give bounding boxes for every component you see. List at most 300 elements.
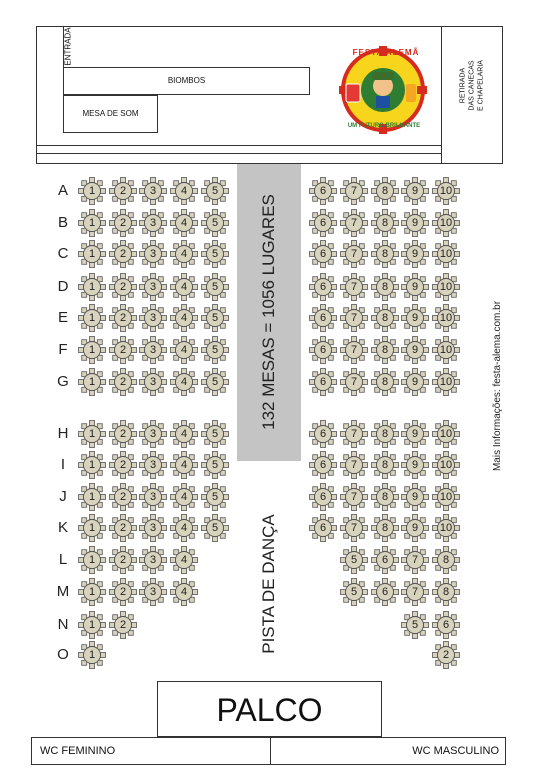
cup-return-label — [459, 46, 486, 126]
table-seat[interactable] — [170, 451, 198, 479]
table-seat[interactable] — [109, 177, 137, 205]
table-number: 10 — [439, 248, 453, 260]
table-seat[interactable] — [371, 578, 399, 606]
table-number: 8 — [381, 428, 389, 440]
table-number: 2 — [442, 649, 450, 661]
table-number: 5 — [211, 428, 219, 440]
table-seat[interactable] — [139, 273, 167, 301]
table-seat[interactable] — [432, 209, 460, 237]
table-seat[interactable] — [170, 177, 198, 205]
table-number: 3 — [149, 344, 157, 356]
stage-label: PALCO — [216, 692, 323, 728]
table-number: 4 — [180, 554, 188, 566]
table-number: 5 — [350, 554, 358, 566]
table-number: 7 — [350, 344, 358, 356]
table-seat[interactable] — [170, 304, 198, 332]
table-number: 2 — [119, 619, 127, 631]
table-seat[interactable] — [371, 240, 399, 268]
table-number: 6 — [319, 217, 327, 229]
table-number: 7 — [350, 312, 358, 324]
table-seat[interactable] — [139, 483, 167, 511]
row-label: K — [57, 519, 68, 536]
table-seat[interactable] — [432, 546, 460, 574]
table-seat[interactable] — [309, 336, 337, 364]
table-seat[interactable] — [309, 514, 337, 542]
table-number: 6 — [319, 491, 327, 503]
table-number: 2 — [119, 312, 127, 324]
table-number: 4 — [180, 491, 188, 503]
table-number: 3 — [149, 522, 157, 534]
table-number: 9 — [411, 281, 419, 293]
table-number: 2 — [119, 554, 127, 566]
table-seat[interactable] — [170, 578, 198, 606]
table-seat[interactable] — [78, 177, 106, 205]
table-number: 8 — [442, 586, 450, 598]
table-number: 6 — [319, 185, 327, 197]
table-number: 5 — [211, 376, 219, 388]
logo-top-text: FESTA ALEMÃ — [352, 48, 420, 57]
sound-desk-label: MESA DE SOM — [82, 109, 139, 118]
table-number: 9 — [411, 459, 419, 471]
table-number: 4 — [180, 217, 188, 229]
table-seat[interactable] — [432, 641, 460, 669]
table-seat[interactable] — [401, 209, 429, 237]
table-number: 3 — [149, 491, 157, 503]
table-seat[interactable] — [78, 483, 106, 511]
table-seat[interactable] — [170, 368, 198, 396]
sound-desk-box — [63, 95, 158, 133]
table-seat[interactable] — [371, 177, 399, 205]
top-divider-2 — [36, 153, 442, 154]
cup-return-line-3: E CHAPELARIA — [477, 60, 485, 111]
table-seat[interactable] — [201, 368, 229, 396]
table-seat[interactable] — [78, 240, 106, 268]
table-seat[interactable] — [401, 304, 429, 332]
table-seat[interactable] — [371, 368, 399, 396]
table-number: 8 — [381, 459, 389, 471]
table-count-banner: 132 MESAS = 1056 LUGARES — [259, 194, 278, 430]
row-label: I — [60, 456, 66, 473]
table-seat[interactable] — [139, 304, 167, 332]
table-seat[interactable] — [309, 304, 337, 332]
table-number: 8 — [381, 522, 389, 534]
biombos-box — [63, 67, 310, 95]
table-number: 2 — [119, 248, 127, 260]
table-number: 3 — [149, 459, 157, 471]
table-seat[interactable] — [109, 514, 137, 542]
table-seat[interactable] — [109, 273, 137, 301]
table-seat[interactable] — [432, 420, 460, 448]
table-number: 6 — [319, 459, 327, 471]
table-number: 7 — [350, 522, 358, 534]
table-seat[interactable] — [139, 514, 167, 542]
info-text: Mais Informações: festa-alema.com.br — [492, 300, 503, 472]
row-label: N — [57, 616, 69, 633]
table-seat[interactable] — [401, 336, 429, 364]
table-seat[interactable] — [340, 209, 368, 237]
table-number: 4 — [180, 522, 188, 534]
table-seat[interactable] — [340, 483, 368, 511]
table-seat[interactable] — [432, 514, 460, 542]
wc-female — [31, 737, 271, 765]
table-number: 1 — [88, 619, 96, 631]
table-seat[interactable] — [109, 578, 137, 606]
table-number: 5 — [211, 312, 219, 324]
table-seat[interactable] — [78, 368, 106, 396]
table-seat[interactable] — [139, 578, 167, 606]
table-seat[interactable] — [201, 420, 229, 448]
table-number: 8 — [381, 248, 389, 260]
table-number: 3 — [149, 586, 157, 598]
table-seat[interactable] — [401, 451, 429, 479]
table-number: 3 — [149, 185, 157, 197]
table-number: 6 — [442, 619, 450, 631]
table-number: 3 — [149, 248, 157, 260]
table-number: 9 — [411, 428, 419, 440]
row-label: F — [58, 341, 68, 358]
cup-return-line-1: RETIRADA — [459, 67, 467, 104]
table-number: 8 — [381, 312, 389, 324]
table-seat[interactable] — [139, 209, 167, 237]
table-seat[interactable] — [170, 514, 198, 542]
table-number: 8 — [381, 491, 389, 503]
table-seat[interactable] — [371, 546, 399, 574]
table-seat[interactable] — [309, 240, 337, 268]
wc-male-label: WC MASCULINO — [412, 745, 499, 757]
table-number: 8 — [381, 217, 389, 229]
table-number: 2 — [119, 491, 127, 503]
table-number: 8 — [381, 281, 389, 293]
table-seat[interactable] — [109, 209, 137, 237]
wc-male — [270, 737, 506, 765]
table-seat[interactable] — [371, 304, 399, 332]
table-number: 7 — [411, 554, 419, 566]
table-seat[interactable] — [78, 209, 106, 237]
table-number: 2 — [119, 459, 127, 471]
table-seat[interactable] — [201, 209, 229, 237]
table-seat[interactable] — [201, 336, 229, 364]
table-number: 2 — [119, 344, 127, 356]
table-seat[interactable] — [371, 273, 399, 301]
table-seat[interactable] — [139, 546, 167, 574]
table-seat[interactable] — [78, 304, 106, 332]
table-number: 1 — [88, 217, 96, 229]
table-number: 9 — [411, 248, 419, 260]
table-seat[interactable] — [170, 273, 198, 301]
table-number: 7 — [350, 428, 358, 440]
table-number: 7 — [411, 586, 419, 598]
biombos-label: BIOMBOS — [167, 76, 206, 85]
table-seat[interactable] — [340, 273, 368, 301]
table-number: 6 — [381, 586, 389, 598]
table-seat[interactable] — [78, 451, 106, 479]
table-seat[interactable] — [371, 514, 399, 542]
table-seat[interactable] — [371, 451, 399, 479]
row-label: M — [56, 583, 70, 600]
table-number: 10 — [439, 459, 453, 471]
table-number: 5 — [211, 522, 219, 534]
table-seat[interactable] — [432, 578, 460, 606]
table-seat[interactable] — [109, 546, 137, 574]
table-seat[interactable] — [201, 483, 229, 511]
table-number: 5 — [211, 185, 219, 197]
table-number: 4 — [180, 312, 188, 324]
table-seat[interactable] — [78, 336, 106, 364]
table-number: 4 — [180, 428, 188, 440]
table-number: 10 — [439, 281, 453, 293]
table-number: 3 — [149, 217, 157, 229]
table-seat[interactable] — [340, 177, 368, 205]
table-seat[interactable] — [139, 368, 167, 396]
table-number: 7 — [350, 281, 358, 293]
table-seat[interactable] — [309, 368, 337, 396]
table-number: 6 — [319, 312, 327, 324]
table-number: 1 — [88, 428, 96, 440]
table-number: 1 — [88, 376, 96, 388]
table-seat[interactable] — [309, 209, 337, 237]
row-label: A — [57, 182, 68, 199]
row-label: J — [59, 488, 67, 505]
table-seat[interactable] — [371, 420, 399, 448]
table-seat[interactable] — [432, 273, 460, 301]
table-seat[interactable] — [109, 368, 137, 396]
table-seat[interactable] — [401, 611, 429, 639]
row-label: G — [57, 373, 69, 390]
table-seat[interactable] — [371, 209, 399, 237]
table-seat[interactable] — [109, 420, 137, 448]
table-seat[interactable] — [139, 451, 167, 479]
table-number: 10 — [439, 344, 453, 356]
table-number: 3 — [149, 376, 157, 388]
row-label: H — [57, 425, 69, 442]
table-number: 2 — [119, 217, 127, 229]
table-seat[interactable] — [340, 514, 368, 542]
table-seat[interactable] — [139, 177, 167, 205]
table-seat[interactable] — [432, 368, 460, 396]
table-seat[interactable] — [309, 273, 337, 301]
table-seat[interactable] — [78, 273, 106, 301]
table-seat[interactable] — [401, 420, 429, 448]
table-seat[interactable] — [401, 177, 429, 205]
table-seat[interactable] — [432, 240, 460, 268]
table-seat[interactable] — [78, 546, 106, 574]
table-seat[interactable] — [109, 304, 137, 332]
table-number: 9 — [411, 185, 419, 197]
table-seat[interactable] — [201, 240, 229, 268]
table-number: 3 — [149, 554, 157, 566]
wc-female-label: WC FEMININO — [40, 745, 116, 757]
table-seat[interactable] — [340, 546, 368, 574]
table-number: 2 — [119, 586, 127, 598]
table-seat[interactable] — [170, 483, 198, 511]
logo-emblem-icon — [336, 44, 442, 134]
table-seat[interactable] — [340, 240, 368, 268]
table-seat[interactable] — [340, 304, 368, 332]
table-seat[interactable] — [309, 177, 337, 205]
table-number: 2 — [119, 522, 127, 534]
row-label: B — [57, 214, 68, 231]
table-number: 3 — [149, 312, 157, 324]
table-seat[interactable] — [78, 641, 106, 669]
cup-return-line-2: DAS CANECAS — [468, 60, 476, 111]
table-number: 6 — [319, 428, 327, 440]
table-number: 4 — [180, 459, 188, 471]
table-number: 7 — [350, 185, 358, 197]
table-seat[interactable] — [170, 336, 198, 364]
table-number: 6 — [319, 522, 327, 534]
table-number: 10 — [439, 217, 453, 229]
table-number: 7 — [350, 491, 358, 503]
table-number: 8 — [442, 554, 450, 566]
table-number: 1 — [88, 248, 96, 260]
table-seat[interactable] — [201, 273, 229, 301]
entrance-label: ENTRADA — [63, 27, 73, 66]
table-number: 3 — [149, 428, 157, 440]
table-seat[interactable] — [78, 578, 106, 606]
row-label: C — [57, 245, 69, 262]
table-number: 7 — [350, 459, 358, 471]
table-number: 5 — [211, 344, 219, 356]
table-seat[interactable] — [109, 336, 137, 364]
table-seat[interactable] — [401, 273, 429, 301]
table-seat[interactable] — [78, 611, 106, 639]
table-number: 4 — [180, 586, 188, 598]
table-number: 6 — [319, 376, 327, 388]
table-number: 9 — [411, 376, 419, 388]
table-number: 1 — [88, 344, 96, 356]
table-seat[interactable] — [139, 336, 167, 364]
table-seat[interactable] — [201, 514, 229, 542]
top-divider-1 — [36, 145, 442, 146]
table-number: 4 — [180, 281, 188, 293]
table-number: 5 — [211, 491, 219, 503]
table-seat[interactable] — [78, 420, 106, 448]
table-seat[interactable] — [371, 336, 399, 364]
table-number: 9 — [411, 491, 419, 503]
table-seat[interactable] — [201, 177, 229, 205]
table-number: 5 — [411, 619, 419, 631]
table-number: 9 — [411, 522, 419, 534]
table-seat[interactable] — [309, 451, 337, 479]
table-number: 8 — [381, 344, 389, 356]
table-number: 2 — [119, 281, 127, 293]
table-seat[interactable] — [401, 368, 429, 396]
table-number: 2 — [119, 185, 127, 197]
row-label: L — [58, 551, 68, 568]
table-number: 10 — [439, 376, 453, 388]
logo-bottom-text: UM FUTURO BRILHANTE — [347, 123, 421, 129]
table-number: 1 — [88, 522, 96, 534]
table-number: 2 — [119, 376, 127, 388]
table-seat[interactable] — [340, 578, 368, 606]
table-seat[interactable] — [109, 240, 137, 268]
table-seat[interactable] — [340, 368, 368, 396]
table-number: 10 — [439, 522, 453, 534]
table-seat[interactable] — [401, 240, 429, 268]
table-seat[interactable] — [170, 240, 198, 268]
table-seat[interactable] — [309, 483, 337, 511]
table-number: 8 — [381, 376, 389, 388]
table-seat[interactable] — [432, 451, 460, 479]
table-number: 1 — [88, 185, 96, 197]
table-seat[interactable] — [201, 304, 229, 332]
table-seat[interactable] — [340, 336, 368, 364]
table-number: 3 — [149, 281, 157, 293]
table-seat[interactable] — [139, 240, 167, 268]
table-number: 6 — [381, 554, 389, 566]
table-seat[interactable] — [340, 420, 368, 448]
table-seat[interactable] — [170, 546, 198, 574]
table-number: 2 — [119, 428, 127, 440]
table-seat[interactable] — [371, 483, 399, 511]
table-seat[interactable] — [401, 483, 429, 511]
table-seat[interactable] — [170, 209, 198, 237]
table-number: 1 — [88, 554, 96, 566]
festa-alema-logo — [336, 44, 442, 134]
table-seat[interactable] — [139, 420, 167, 448]
table-number: 5 — [211, 281, 219, 293]
table-number: 7 — [350, 217, 358, 229]
table-seat[interactable] — [309, 420, 337, 448]
table-seat[interactable] — [432, 304, 460, 332]
table-seat[interactable] — [109, 451, 137, 479]
table-number: 10 — [439, 428, 453, 440]
table-seat[interactable] — [340, 451, 368, 479]
table-seat[interactable] — [401, 578, 429, 606]
table-seat[interactable] — [109, 483, 137, 511]
table-number: 1 — [88, 281, 96, 293]
table-number: 1 — [88, 312, 96, 324]
table-number: 1 — [88, 459, 96, 471]
dance-floor-label: PISTA DE DANÇA — [259, 514, 278, 654]
table-number: 10 — [439, 185, 453, 197]
table-number: 9 — [411, 344, 419, 356]
table-number: 8 — [381, 185, 389, 197]
table-number: 9 — [411, 217, 419, 229]
table-number: 5 — [211, 459, 219, 471]
table-seat[interactable] — [432, 483, 460, 511]
table-number: 5 — [211, 248, 219, 260]
table-seat[interactable] — [432, 336, 460, 364]
table-number: 5 — [211, 217, 219, 229]
table-number: 6 — [319, 248, 327, 260]
table-seat[interactable] — [401, 546, 429, 574]
table-number: 7 — [350, 376, 358, 388]
table-number: 10 — [439, 491, 453, 503]
table-number: 5 — [350, 586, 358, 598]
table-seat[interactable] — [432, 177, 460, 205]
stage — [157, 681, 382, 737]
row-label: D — [57, 278, 69, 295]
row-label: E — [57, 309, 68, 326]
table-seat[interactable] — [170, 420, 198, 448]
table-seat[interactable] — [78, 514, 106, 542]
table-number: 1 — [88, 491, 96, 503]
table-number: 10 — [439, 312, 453, 324]
table-number: 6 — [319, 281, 327, 293]
table-number: 4 — [180, 344, 188, 356]
table-seat[interactable] — [109, 611, 137, 639]
table-seat[interactable] — [201, 451, 229, 479]
table-seat[interactable] — [432, 611, 460, 639]
table-number: 4 — [180, 185, 188, 197]
row-label: O — [57, 646, 69, 663]
table-number: 6 — [319, 344, 327, 356]
table-seat[interactable] — [401, 514, 429, 542]
table-number: 1 — [88, 586, 96, 598]
table-number: 4 — [180, 248, 188, 260]
table-number: 9 — [411, 312, 419, 324]
